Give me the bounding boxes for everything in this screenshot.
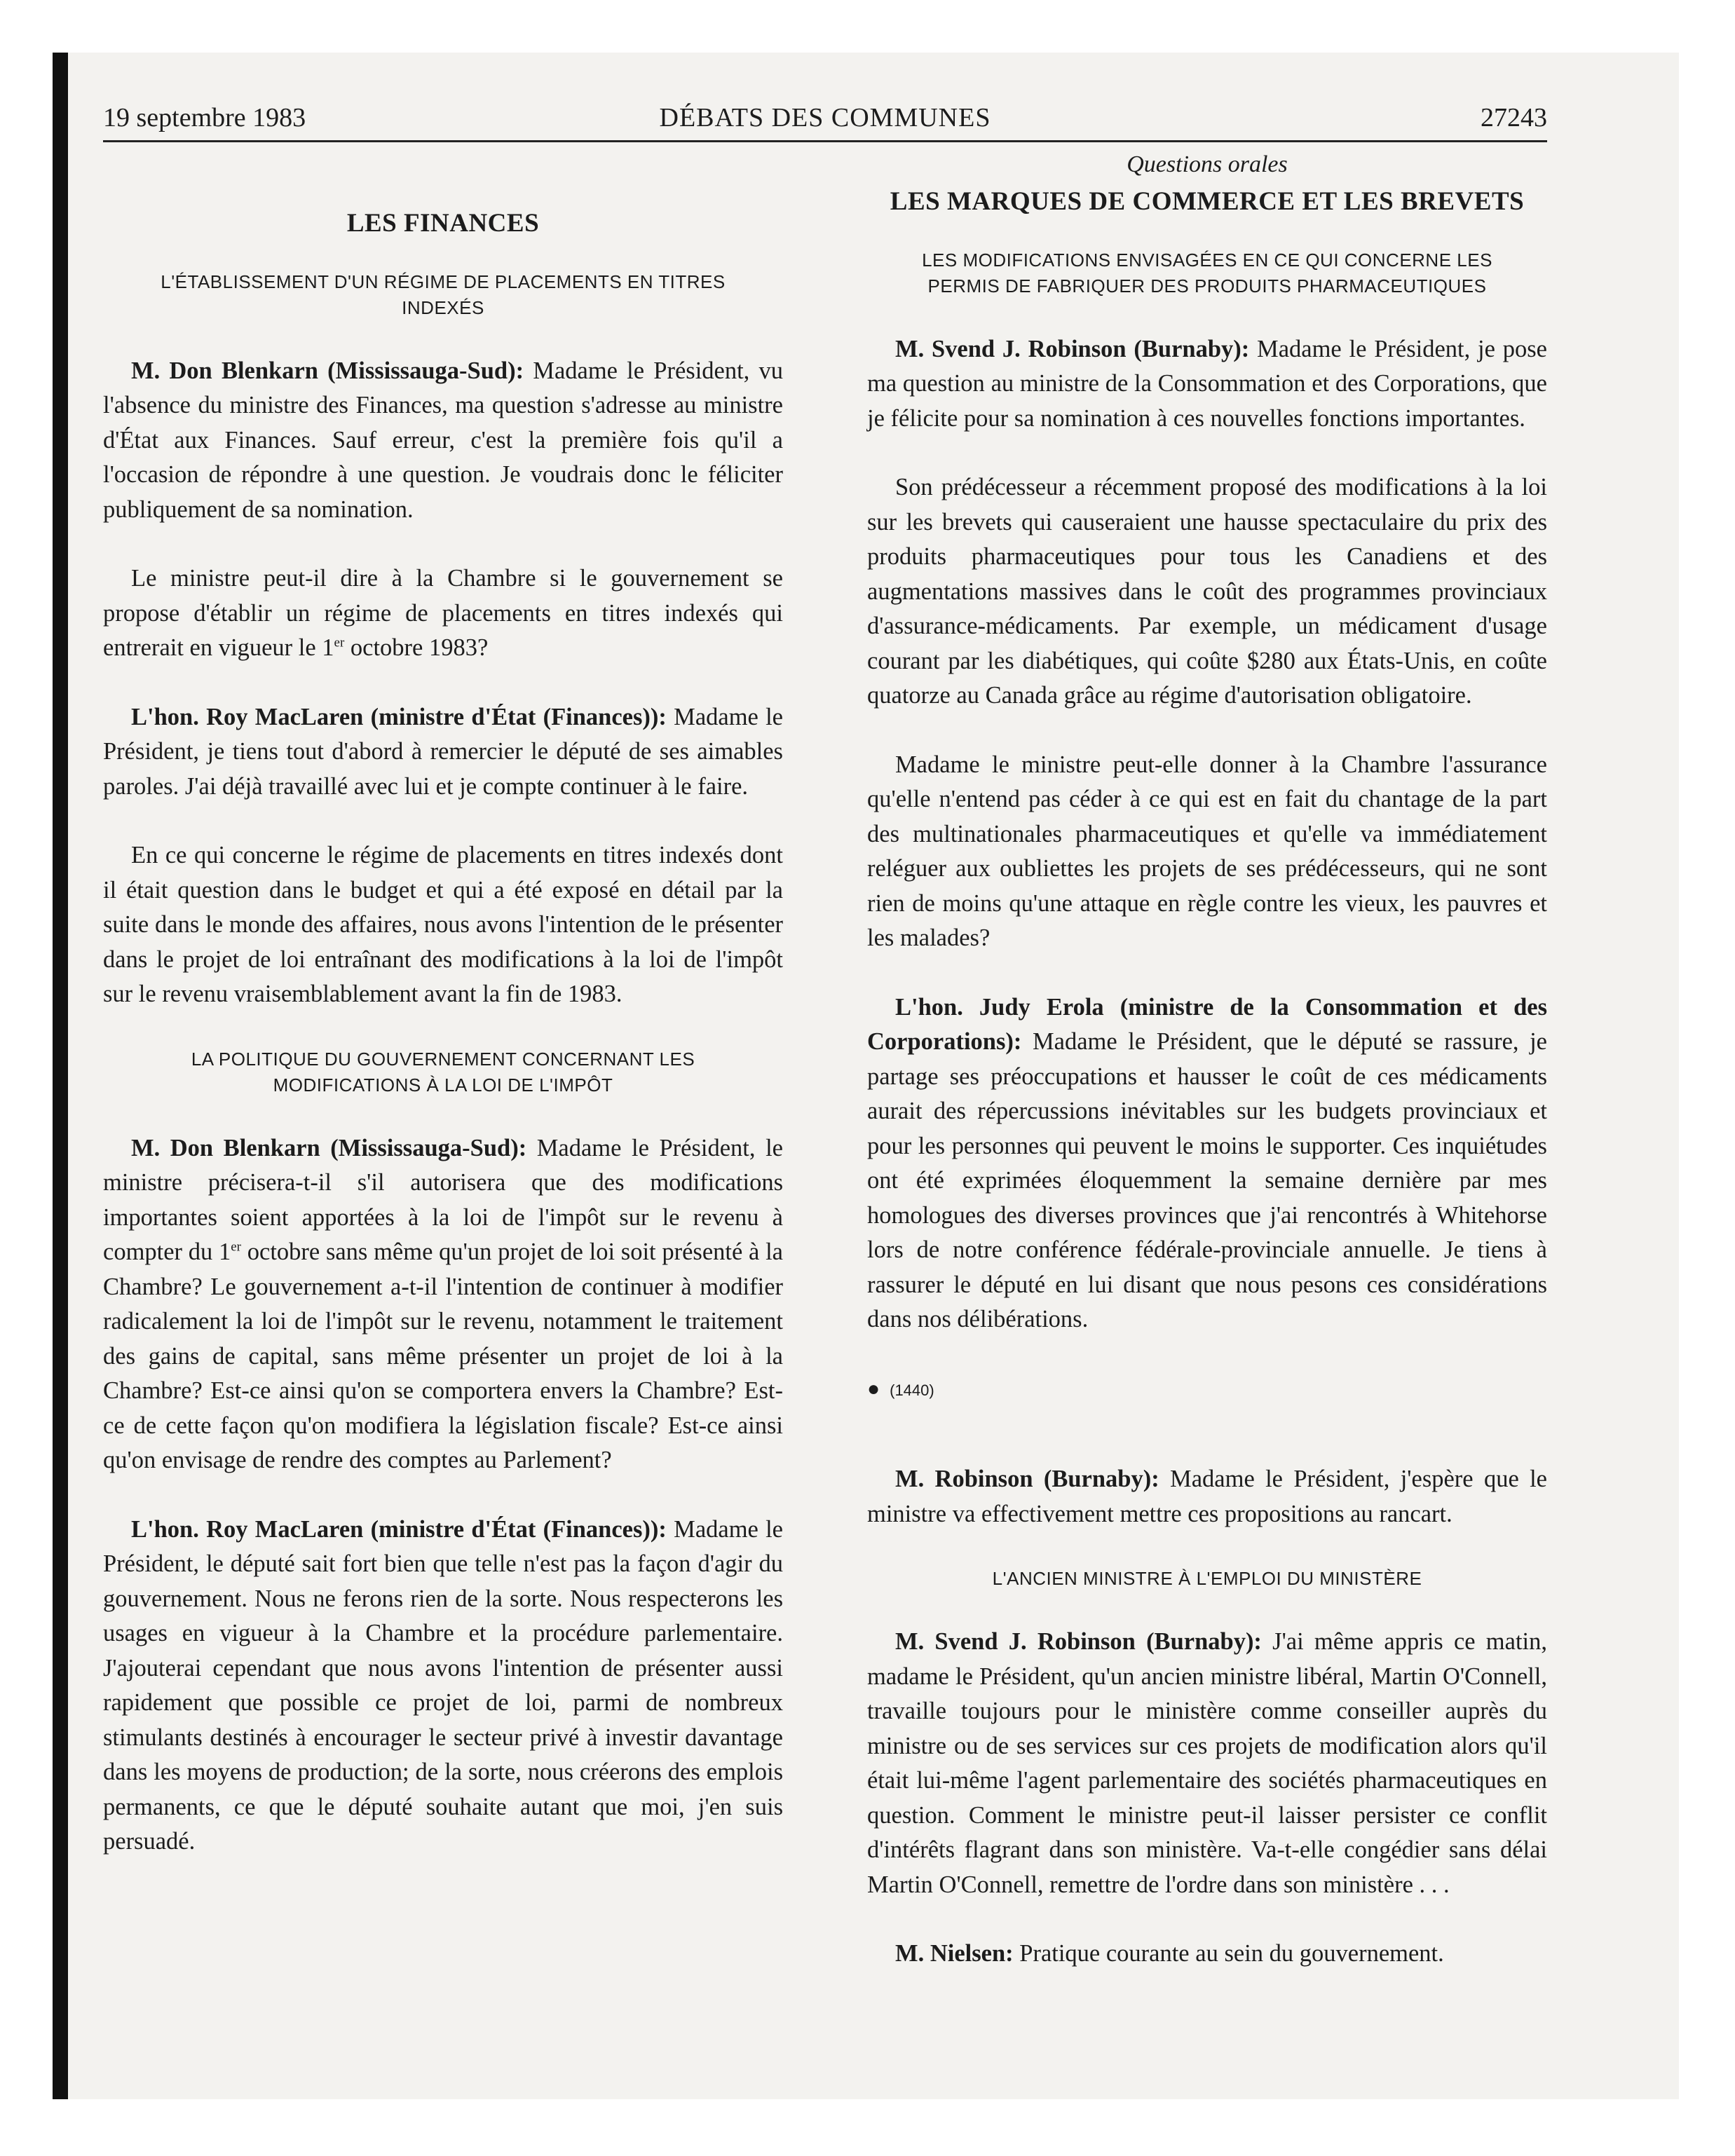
paragraph-blenkarn-3 bbox=[103, 1131, 783, 1478]
paragraph-text: Madame le Président, le député sait fort bien que telle n'est pas la façon d'agir du gouvernement. Nous ne ferons rien de la sorte. Nous respecterons les usages en vigueur à la Chambre et la procédure parlementaire. J'ajouterai cependant que nous avons l'intention de présenter aussi rapidement que possible ce projet de loi, parmi de nombreux stimulants destinés à encourager le secteur privé à investir davantage dans les moyens de production; de la sorte, nous créerons des emplois permanents, ce que le député souhaite autant que moi, j'en suis persuadé. bbox=[103, 1515, 783, 1855]
paragraph-text: octobre 1983? bbox=[344, 634, 489, 661]
paragraph-robinson-2 bbox=[867, 470, 1547, 714]
paragraph-text: Son prédécesseur a récemment proposé des modifications à la loi sur les brevets qui causeraient une hausse spectaculaire du prix des produits pharmaceutiques pour tous les Canadiens et des augmentations massives dans le coût des programmes provinciaux d'assurance-médicaments. Par exemple, un médicament d'usage courant par les diabétiques, qui coûte $280 aux États-Unis, en coûte quatorze au Canada grâce au régime d'autorisation obligatoire. bbox=[867, 474, 1547, 709]
paragraph-blenkarn-2 bbox=[103, 561, 783, 666]
paragraph-robinson-1 bbox=[867, 332, 1547, 437]
speaker-name: M. Svend J. Robinson (Burnaby): bbox=[895, 1628, 1262, 1655]
paragraph-text: Le ministre peut-il dire à la Chambre si le gouvernement se propose d'établir un régime de placements en titres indexés qui entrerait en vigueur le 1 bbox=[103, 565, 783, 661]
paragraph-text: Madame le Président, je tiens tout d'abord à remercier le député de ses aimables paroles. J'ai déjà travaillé avec lui et je compte continuer à le faire. bbox=[103, 703, 783, 800]
page-header bbox=[103, 98, 1547, 142]
header-page-number: 27243 bbox=[1481, 103, 1547, 132]
paragraph-text: Madame le Président, que le député se rassure, je partage ses préoccupations et hausser le coût de ces médicaments aurait des répercussions inévitables sur les budgets provinciaux et pour les personnes qui peuvent le moins le supporter. Ces inquiétudes ont été exprimées éloquemment la semaine dernière par mes homologues des diverses provinces que j'ai rencontrés à Whitehorse lors de notre conférence fédérale-provinciale annuelle. Je tiens à rassurer le député en lui disant que nous pesons ces considérations dans nos délibérations. bbox=[867, 1028, 1547, 1332]
section-title-finances: LES FINANCES bbox=[346, 209, 540, 238]
subheading-pharma-permits: LES MODIFICATIONS ENVISAGÉES EN CE QUI CONCERNE LES PERMIS DE FABRIQUER DES PRODUITS PHARMACEUTIQUES bbox=[922, 249, 1492, 296]
speaker-name: M. Robinson (Burnaby): bbox=[895, 1466, 1159, 1492]
paragraph-text: En ce qui concerne le régime de placements en titres indexés dont il était question dans le budget et qui a été exposé en détail par la suite dans le monde des affaires, nous avons l'intention de le présenter dans le projet de loi entraînant des modifications à la loi de l'impôt sur le revenu vraisemblablement avant la fin de 1983. bbox=[103, 842, 783, 1007]
header-title: DÉBATS DES COMMUNES bbox=[659, 103, 991, 132]
paragraph-blenkarn-1 bbox=[103, 354, 783, 528]
paragraph-text: J'ai même appris ce matin, madame le Président, qu'un ancien ministre libéral, Martin O'Connell, travaille toujours pour le ministère comme conseiller auprès du ministre ou de ses services sur ces projets de modification alors qu'il était lui-même l'agent parlementaire des sociétés pharmaceutiques en question. Comment le ministre peut-il laisser persister ce conflit d'intérêts flagrant dans son ministère. Va-t-elle congédier sans délai Martin O'Connell, remettre de l'ordre dans son ministère . . . bbox=[867, 1628, 1548, 1898]
right-column bbox=[867, 149, 1547, 2006]
time-marker bbox=[867, 1372, 1547, 1408]
speaker-name: L'hon. Roy MacLaren (ministre d'État (Finances)): bbox=[131, 1515, 667, 1543]
speaker-name: M. Don Blenkarn (Mississauga-Sud): bbox=[131, 1134, 527, 1161]
bullet-icon: ● bbox=[867, 1377, 880, 1400]
subheading-tax-policy: LA POLITIQUE DU GOUVERNEMENT CONCERNANT LES MODIFICATIONS À LA LOI DE L'IMPÔT bbox=[191, 1048, 695, 1096]
paragraph-maclaren-3 bbox=[103, 1513, 783, 1860]
paragraph-text: Madame le Président, le ministre précisera-t-il s'il autorisera que des modifications importantes soient apportées à la loi de l'impôt sur le revenu à compter du 1 bbox=[103, 1134, 783, 1265]
left-column bbox=[103, 149, 783, 1894]
paragraph-text: octobre sans même qu'un projet de loi soit présenté à la Chambre? Le gouvernement a-t-il l'intention de continuer à modifier radicalement la loi de l'impôt sur le revenu, notamment le traitement des gains de capital, sans même présenter un projet de loi à la Chambre? Est-ce ainsi qu'on se comportera envers la Chambre? Est-ce de cette façon qu'on modifiera la législation fiscale? Est-ce ainsi qu'on envisage de rendre des comptes au Parlement? bbox=[103, 1239, 783, 1473]
paragraph-text: Pratique courante au sein du gouvernement. bbox=[1013, 1940, 1444, 1967]
paragraph-text: Madame le Président, j'espère que le ministre va effectivement mettre ces propositions au rancart. bbox=[867, 1466, 1547, 1527]
paragraph-robinson-3 bbox=[867, 748, 1547, 956]
subheading-former-minister: L'ANCIEN MINISTRE À L'EMPLOI DU MINISTÈRE bbox=[992, 1568, 1422, 1589]
paragraph-nielsen bbox=[867, 1937, 1547, 1972]
speaker-name: M. Svend J. Robinson (Burnaby): bbox=[895, 335, 1250, 362]
scan-edge-shadow bbox=[53, 53, 68, 2099]
timestamp-text: (1440) bbox=[890, 1381, 934, 1399]
speaker-name: L'hon. Judy Erola (ministre de la Consommation et des Corporations): bbox=[867, 993, 1547, 1055]
speaker-name: M. Don Blenkarn (Mississauga-Sud): bbox=[131, 357, 524, 384]
section-kicker: Questions orales bbox=[1127, 151, 1288, 177]
superscript: er bbox=[231, 1239, 242, 1255]
paragraph-robinson-5 bbox=[867, 1625, 1547, 1902]
subheading-indexed-securities: L'ÉTABLISSEMENT D'UN RÉGIME DE PLACEMENTS EN TITRES INDEXÉS bbox=[161, 271, 726, 318]
paragraph-maclaren-1 bbox=[103, 700, 783, 805]
header-date: 19 septembre 1983 bbox=[103, 103, 306, 132]
paragraph-text: Madame le ministre peut-elle donner à la Chambre l'assurance qu'elle n'entend pas céder à ce qui est en fait du chantage de la part des multinationales pharmaceutiques et qu'elle va immédiatement reléguer aux oubliettes les projets de ses prédécesseurs, qui ne sont rien de moins qu'une attaque en règle contre les vieux, les pauvres et les malades? bbox=[867, 751, 1547, 951]
superscript: er bbox=[334, 635, 345, 650]
paragraph-erola-1 bbox=[867, 990, 1547, 1337]
section-title-trademarks: LES MARQUES DE COMMERCE ET LES BREVETS bbox=[890, 187, 1525, 216]
paragraph-text: Madame le Président, je pose ma question au ministre de la Consommation et des Corporations, que je félicite pour sa nomination à ces nouvelles fonctions importantes. bbox=[867, 335, 1547, 432]
paragraph-maclaren-2 bbox=[103, 838, 783, 1012]
paragraph-text: Madame le Président, vu l'absence du ministre des Finances, ma question s'adresse au ministre d'État aux Finances. Sauf erreur, c'est la première fois qu'il a l'occasion de répondre à une question. Je voudrais donc le féliciter publiquement de sa nomination. bbox=[103, 357, 784, 523]
paragraph-robinson-4 bbox=[867, 1462, 1547, 1531]
speaker-name: L'hon. Roy MacLaren (ministre d'État (Finances)): bbox=[131, 703, 667, 730]
speaker-name: M. Nielsen: bbox=[895, 1940, 1014, 1967]
